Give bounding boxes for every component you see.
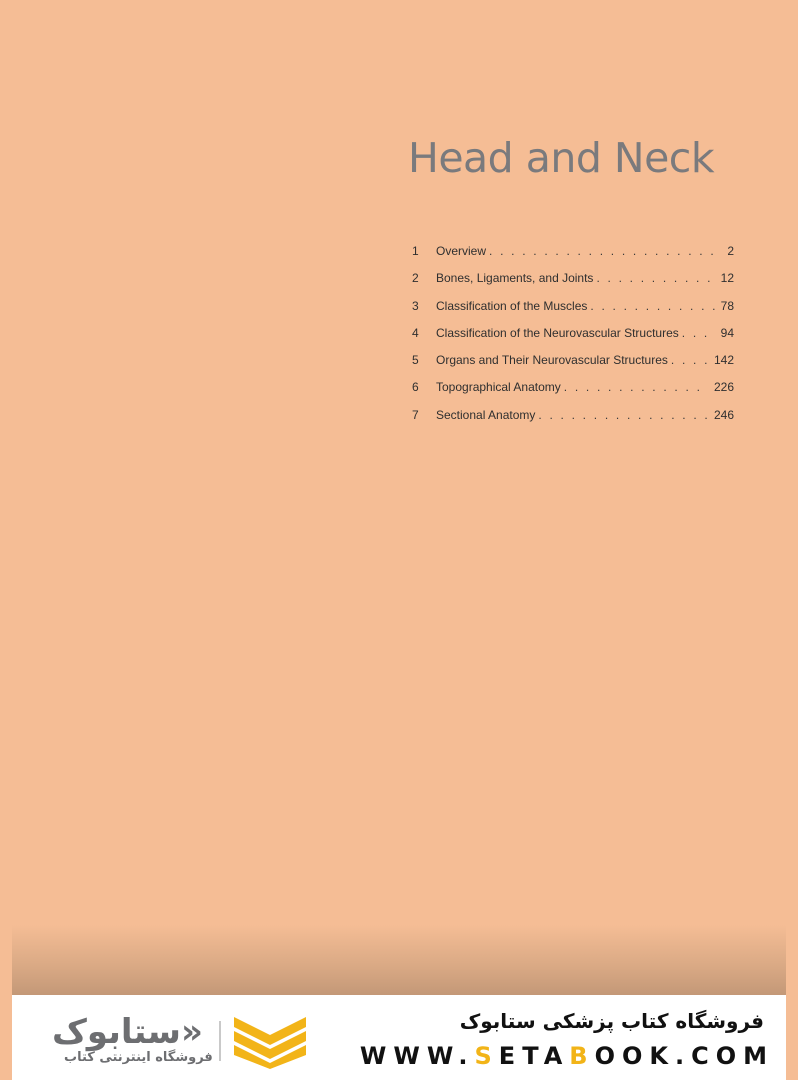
toc-entry-page: 142 (713, 353, 734, 368)
toc-entry-page: 226 (713, 380, 734, 395)
toc-entry-title: Organs and Their Neurovascular Structures (436, 353, 668, 368)
toc-dot-leader (671, 353, 708, 367)
toc-entry (412, 353, 734, 380)
toc-entry-number: 5 (412, 353, 419, 368)
toc-entry (412, 299, 734, 326)
store-banner[interactable] (12, 995, 786, 1080)
toc-entry (412, 271, 734, 298)
toc-dot-leader (596, 271, 714, 285)
toc-entry-page: 12 (720, 271, 734, 286)
toc-dot-leader (590, 299, 714, 313)
toc-entry-number: 4 (412, 325, 419, 340)
page-margin-left (0, 925, 12, 1080)
toc-entry-number: 3 (412, 298, 419, 313)
store-title: فروشگاه کتاب پزشکی ستابوک (459, 1009, 764, 1033)
url-part: OOK.COM (594, 1042, 774, 1070)
url-part: ETA (498, 1042, 570, 1070)
toc-entry-number: 1 (412, 244, 419, 258)
toc-dot-leader (564, 380, 708, 394)
toc-dot-leader (489, 244, 721, 258)
toc-entry (412, 326, 734, 353)
toc-entry-page: 2 (727, 244, 734, 258)
toc-dot-leader (682, 326, 715, 340)
url-accent-letter: S (474, 1042, 499, 1070)
chevron-stack-logo-icon (234, 1017, 306, 1069)
toc-dot-leader (538, 408, 708, 422)
toc-entry (412, 380, 734, 407)
toc-entry-number: 7 (412, 407, 419, 422)
page-margin-right (786, 925, 798, 1080)
toc-entry-title: Bones, Ligaments, and Joints (436, 271, 594, 286)
url-part: WWW. (359, 1042, 475, 1070)
chapter-title: Head and Neck (408, 134, 715, 182)
logo-subtitle: فروشگاه اینترنتی کتاب (64, 1050, 213, 1065)
toc-entry-title: Overview (436, 244, 487, 258)
logo-wordmark: ستابوک» (52, 1012, 203, 1052)
logo-divider (219, 1021, 221, 1061)
table-of-contents (412, 244, 734, 435)
toc-entry-number: 6 (412, 380, 419, 395)
toc-entry-page: 78 (720, 298, 734, 313)
url-accent-letter: B (569, 1042, 595, 1070)
store-url[interactable] (360, 1042, 774, 1070)
toc-entry-title: Classification of the Muscles (436, 298, 588, 313)
toc-entry (412, 244, 734, 271)
toc-entry-title: Sectional Anatomy (436, 407, 536, 422)
store-logo[interactable] (52, 1013, 212, 1071)
toc-entry-number: 2 (412, 271, 419, 286)
toc-entry (412, 408, 734, 435)
toc-entry-page: 94 (720, 325, 734, 340)
toc-entry-title: Topographical Anatomy (436, 380, 561, 395)
toc-entry-title: Classification of the Neurovascular Structures (436, 325, 679, 340)
toc-entry-page: 246 (713, 407, 734, 422)
page-bottom-shadow (0, 925, 798, 995)
